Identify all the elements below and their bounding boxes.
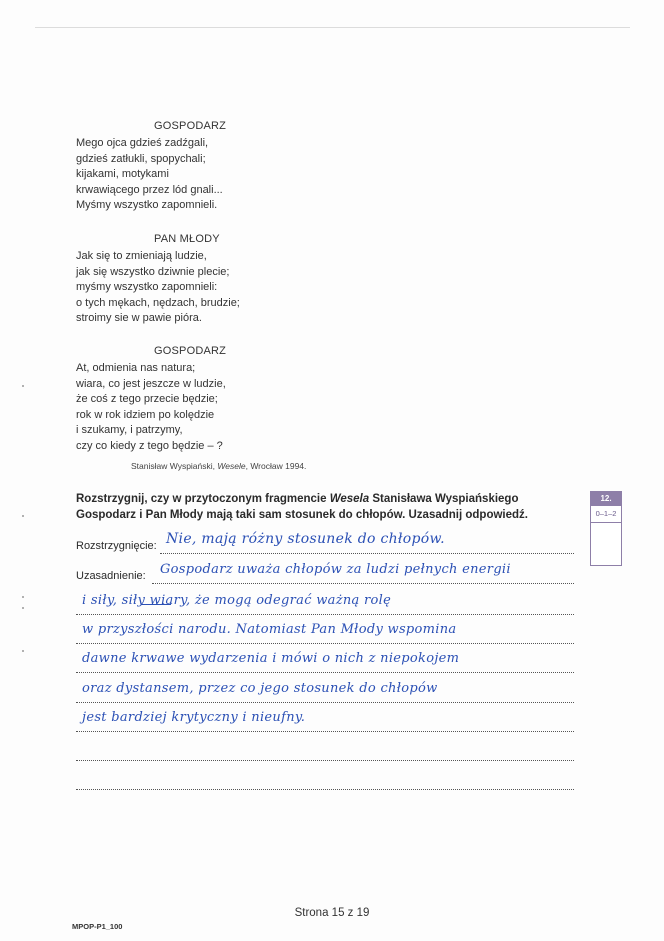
poem-line: Mego ojca gdzieś zadźgali, — [76, 137, 209, 149]
scan-mark — [22, 385, 24, 387]
handwritten-line: i siły, siły wiary, że mogą odegrać ważną rolę — [82, 593, 392, 608]
poem-line: wiara, co jest jeszcze w ludzie, — [76, 377, 226, 390]
poem-line: o tych mękach, nędzach, brudzie; — [76, 296, 240, 309]
answer-dotted-line — [152, 583, 574, 584]
stanza-3 — [76, 361, 226, 454]
handwritten-line: jest bardziej krytyczny i nieufny. — [82, 710, 306, 725]
poem-line: jak się wszystko dziwnie plecie; — [76, 265, 230, 278]
stanza-1 — [76, 136, 223, 214]
handwritten-decision: Nie, mają różny stosunek do chłopów. — [166, 531, 445, 547]
handwritten-line: Gospodarz uważa chłopów za ludzi pełnych energii — [160, 562, 511, 577]
poem-line: Jak się to zmieniają ludzie, — [76, 250, 207, 262]
poem-line: kijakami, motykami — [76, 168, 169, 180]
poem-line: stroimy sie w pawie pióra. — [76, 312, 202, 324]
speaker-gospodarz-1: GOSPODARZ — [154, 120, 227, 132]
source-citation: Stanisław Wyspiański, Wesele, Wrocław 1994. — [131, 461, 307, 471]
poem-line: myśmy wszystko zapomnieli: — [76, 281, 218, 293]
crossed-out-word — [141, 604, 171, 605]
handwritten-line: w przyszłości narodu. Natomiast Pan Młody wspomina — [82, 622, 457, 637]
points-range: 0–1–2 — [591, 506, 621, 523]
task-instruction: Rozstrzygnij, czy w przytoczonym fragmencie Wesela Stanisława Wyspiańskiego Gospodarz i Pan Młody mają taki sam stosunek do chłopów. Uzasadnij odpowiedź. — [76, 493, 528, 521]
handwritten-line: dawne krwawe wydarzenia i mówi o nich z niepokojem — [82, 651, 460, 666]
answer-dotted-line — [76, 702, 574, 703]
handwritten-line: oraz dystansem, przez co jego stosunek do chłopów — [82, 681, 438, 696]
scan-mark — [22, 515, 24, 517]
task-number: 12. — [591, 492, 621, 506]
scan-edge-line — [35, 27, 630, 28]
answer-dotted-line-empty — [76, 789, 574, 790]
answer-dotted-line — [76, 614, 574, 615]
answer-dotted-line-empty — [76, 760, 574, 761]
poem-line: czy co kiedy z tego będzie – ? — [76, 439, 223, 452]
poem-line: rok w rok idziem po kolędzie — [76, 408, 215, 421]
speaker-gospodarz-2: GOSPODARZ — [154, 345, 227, 357]
scan-mark — [22, 650, 24, 652]
poem-line: i szukamy, i patrzymy, — [76, 424, 183, 436]
poem-line: At, odmienia nas natura; — [76, 362, 196, 374]
decision-dotted-line — [160, 553, 574, 554]
answer-dotted-line — [76, 731, 574, 732]
speaker-pan-mlody: PAN MŁODY — [154, 233, 220, 245]
scan-mark — [22, 607, 24, 609]
poem-line: Myśmy wszystko zapomnieli. — [76, 199, 218, 211]
page-number: Strona 15 z 19 — [294, 907, 370, 919]
poem-line: gdzieś zatłukli, spopychali; — [76, 152, 206, 165]
poem-line: krwawiącego przez lód gnali... — [76, 183, 223, 196]
answer-dotted-line — [76, 643, 574, 644]
stanza-2 — [76, 249, 240, 327]
poem-line: że coś z tego przecie będzie; — [76, 393, 218, 405]
justification-label: Uzasadnienie: — [76, 570, 146, 582]
answer-dotted-line — [76, 672, 574, 673]
decision-label: Rozstrzygnięcie: — [76, 540, 157, 552]
document-code: MPOP-P1_100 — [72, 922, 123, 931]
scan-mark — [22, 596, 24, 598]
score-box — [590, 491, 622, 566]
